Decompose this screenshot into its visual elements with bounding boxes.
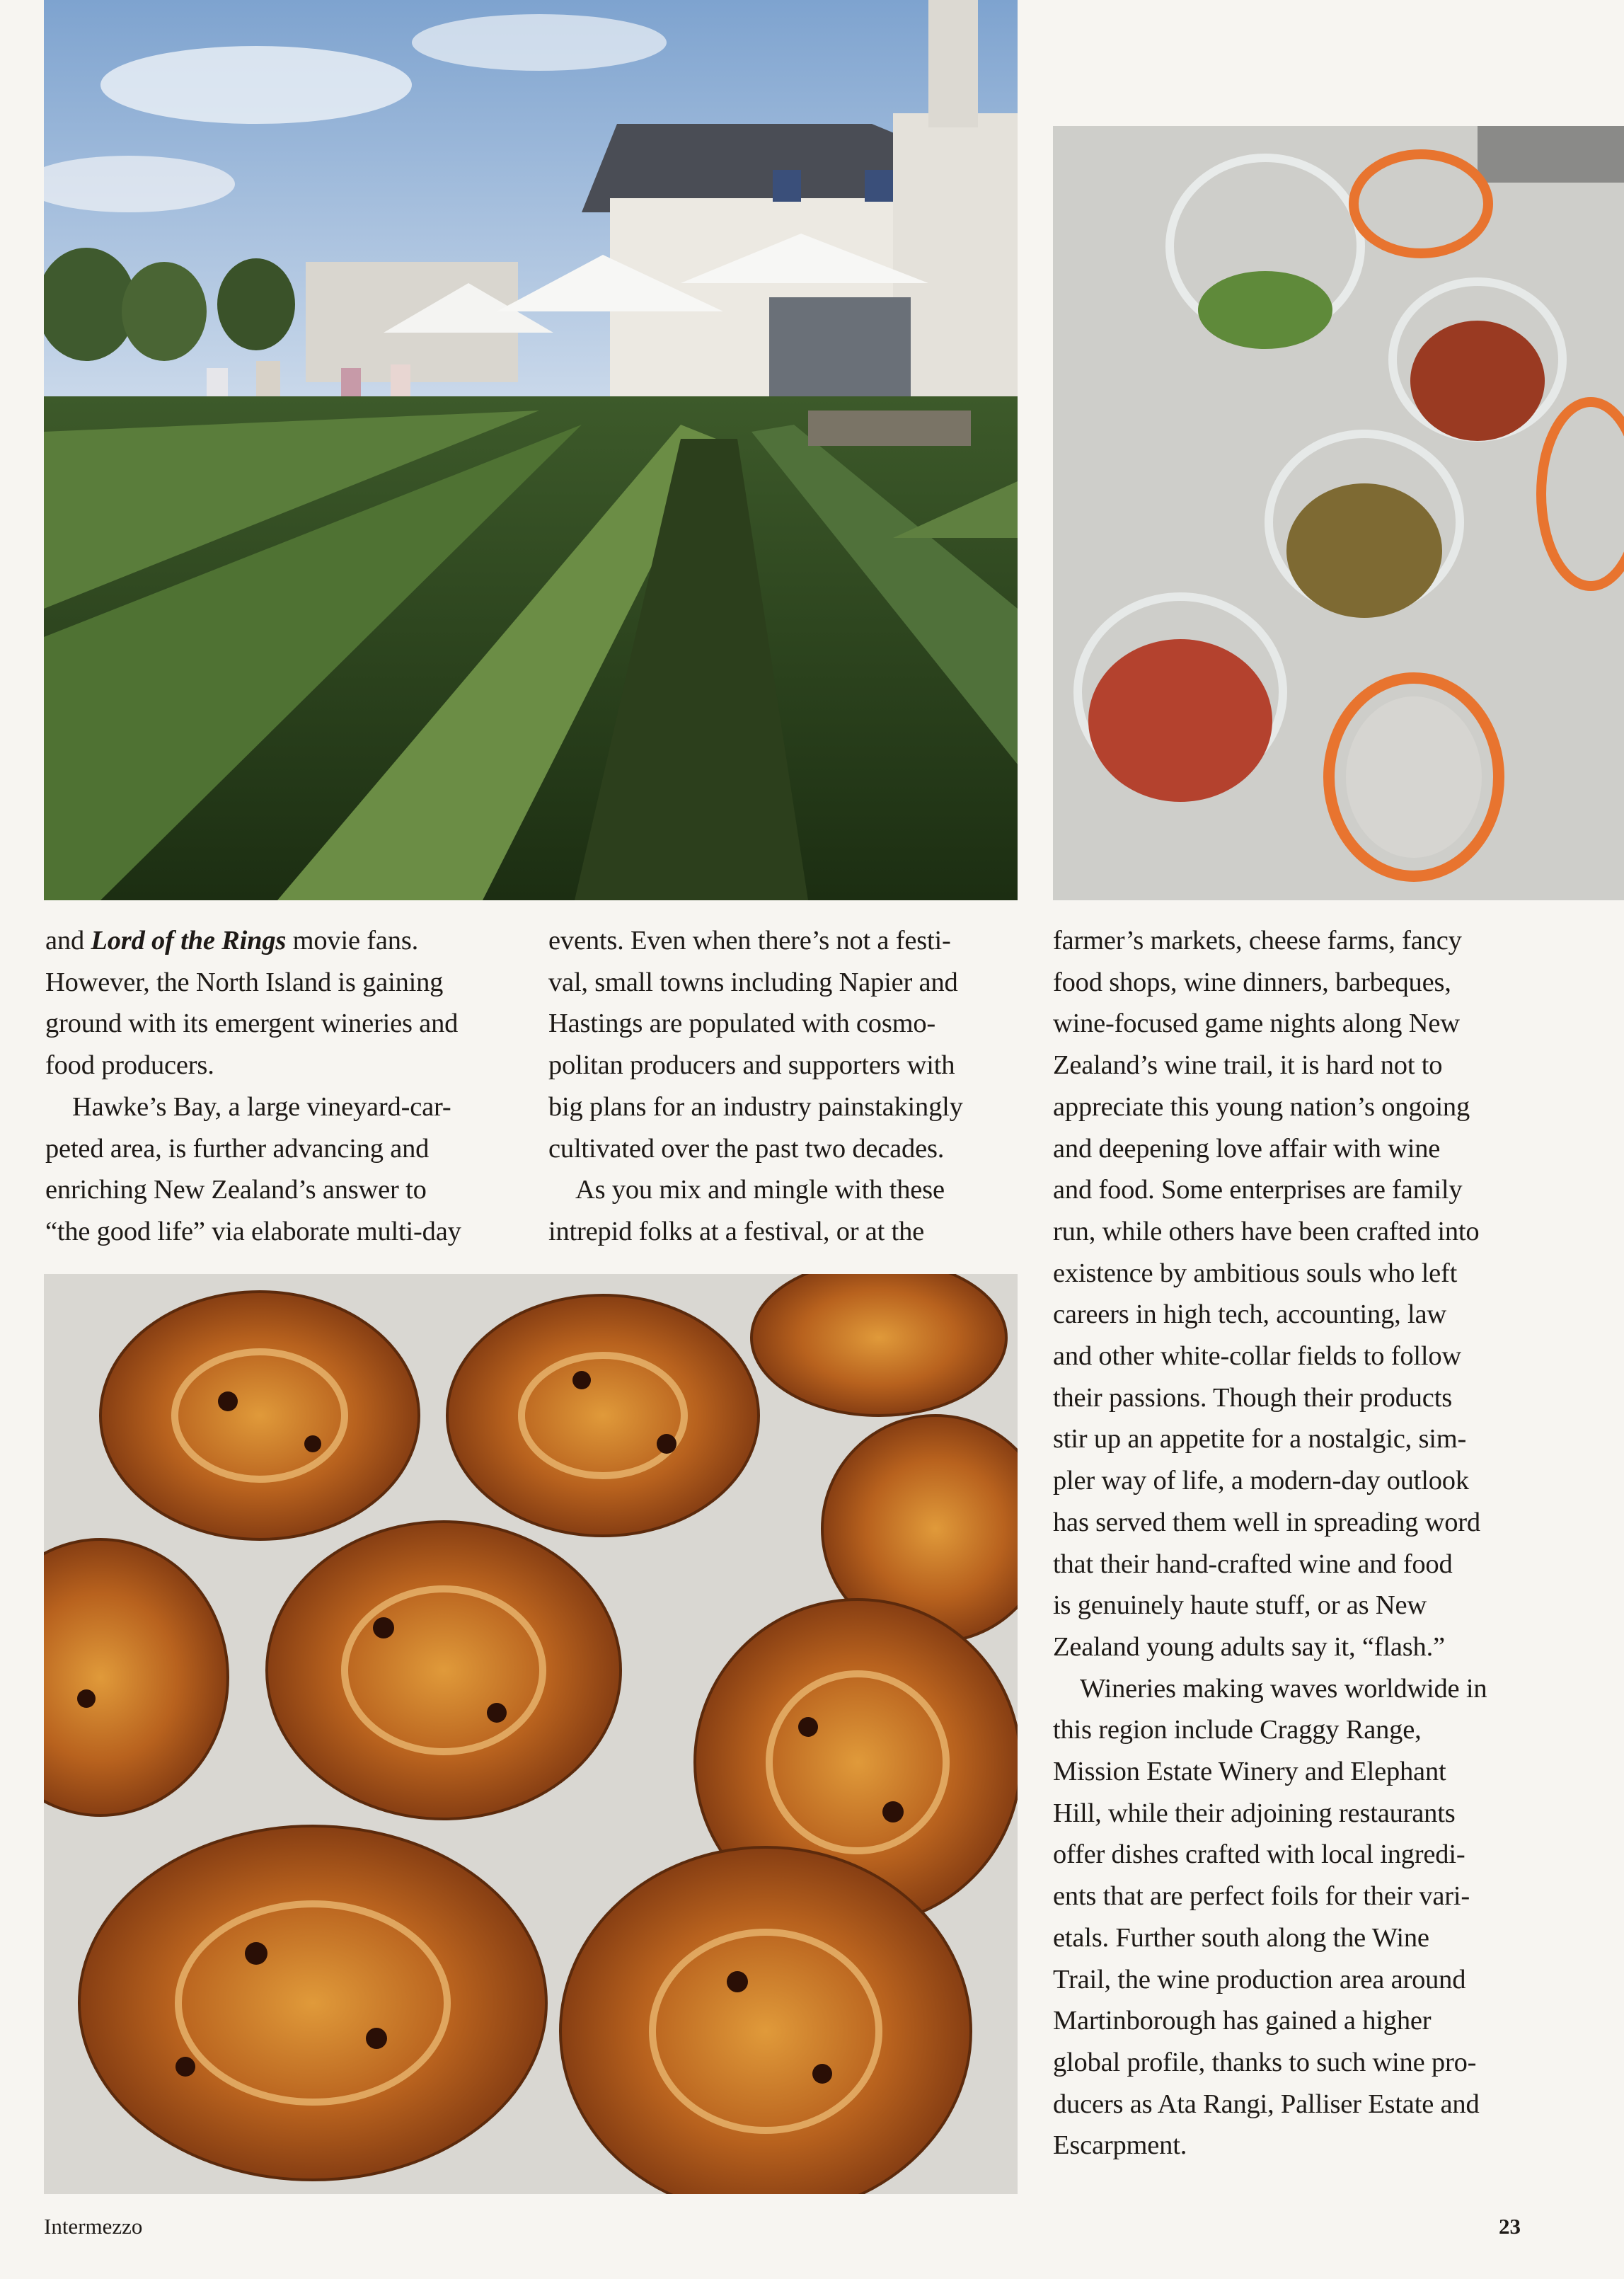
text-line: Mission Estate Winery and Elephant xyxy=(1053,1757,1446,1787)
text-line: Hastings are populated with cosmo- xyxy=(548,1009,936,1039)
text-line: Zealand young adults say it, “flash.” xyxy=(1053,1631,1445,1662)
text-line: As you mix and mingle with these xyxy=(575,1175,945,1205)
text-line: cultivated over the past two decades. xyxy=(548,1133,945,1164)
publication-name: Intermezzo xyxy=(44,2214,143,2239)
text-line: enriching New Zealand’s answer to xyxy=(45,1175,427,1205)
text-line: events. Even when there’s not a festi- xyxy=(548,926,951,955)
text-line: food shops, wine dinners, barbeques, xyxy=(1053,967,1451,997)
text-line: and Lord of the Rings movie fans. xyxy=(45,926,419,955)
text-line: that their hand-crafted wine and food xyxy=(1053,1549,1453,1579)
text-line: run, while others have been crafted into xyxy=(1053,1216,1480,1246)
spice-jars-photo xyxy=(1053,126,1624,900)
text-line: existence by ambitious souls who left xyxy=(1053,1258,1458,1288)
text-line: ducers as Ata Rangi, Palliser Estate and xyxy=(1053,2089,1480,2119)
text-line: big plans for an industry painstakingly xyxy=(548,1091,963,1122)
text-line: ents that are perfect foils for their vari- xyxy=(1053,1881,1470,1912)
text-line: Zealand’s wine trail, it is hard not to xyxy=(1053,1050,1443,1081)
text-line: etals. Further south along the Wine xyxy=(1053,1922,1429,1953)
text-line: Hill, while their adjoining restaurants xyxy=(1053,1798,1456,1828)
text-line: farmer’s markets, cheese farms, fancy xyxy=(1053,926,1462,955)
text-line: Martinborough has gained a higher xyxy=(1053,2006,1432,2036)
text-line: intrepid folks at a festival, or at the xyxy=(548,1216,925,1246)
page-number: 23 xyxy=(1499,2214,1521,2239)
text-line: Wineries making waves worldwide in xyxy=(1080,1673,1487,1704)
text-line: Escarpment. xyxy=(1053,2130,1187,2161)
paragraph xyxy=(45,1086,526,1253)
text-line: and deepening love affair with wine xyxy=(1053,1133,1441,1164)
pastries-photo xyxy=(44,1274,1018,2194)
paragraph xyxy=(548,1169,1030,1252)
text-line: appreciate this young nation’s ongoing xyxy=(1053,1091,1470,1122)
text-line: careers in high tech, accounting, law xyxy=(1053,1299,1446,1330)
text-line: “the good life” via elaborate multi-day xyxy=(45,1216,461,1246)
text-line: peted area, is further advancing and xyxy=(45,1133,430,1164)
paragraph xyxy=(1053,1668,1531,2166)
paragraph xyxy=(548,920,1030,1169)
text-line: and food. Some enterprises are family xyxy=(1053,1175,1463,1205)
text-line: politan producers and supporters with xyxy=(548,1050,955,1081)
text-line: this region include Craggy Range, xyxy=(1053,1715,1422,1745)
text-line: their passions. Though their products xyxy=(1053,1382,1452,1413)
text-line: Trail, the wine production area around xyxy=(1053,1964,1466,1994)
text-line: offer dishes crafted with local ingredi- xyxy=(1053,1839,1465,1870)
text-line: val, small towns including Napier and xyxy=(548,967,958,997)
text-line: However, the North Island is gaining xyxy=(45,967,444,997)
text-line: has served them well in spreading word xyxy=(1053,1507,1480,1537)
text-line: food producers. xyxy=(45,1050,214,1081)
vineyard-photo xyxy=(44,0,1018,900)
article-column-2 xyxy=(548,920,1030,1253)
movie-title: Lord of the Rings xyxy=(91,926,287,955)
text-line: and other white-collar fields to follow xyxy=(1053,1341,1462,1372)
text-line: stir up an appetite for a nostalgic, sim- xyxy=(1053,1424,1467,1454)
text-line: ground with its emergent wineries and xyxy=(45,1009,459,1039)
text-line: global profile, thanks to such wine pro- xyxy=(1053,2047,1477,2077)
text-line: wine-focused game nights along New xyxy=(1053,1009,1460,1039)
text-line: Hawke’s Bay, a large vineyard-car- xyxy=(72,1091,451,1122)
paragraph xyxy=(45,920,526,1086)
article-column-1 xyxy=(45,920,526,1253)
text-line: is genuinely haute stuff, or as New xyxy=(1053,1590,1427,1621)
text-line: pler way of life, a modern-day outlook xyxy=(1053,1466,1469,1496)
paragraph xyxy=(1053,920,1531,1668)
article-column-3 xyxy=(1053,920,1531,2166)
